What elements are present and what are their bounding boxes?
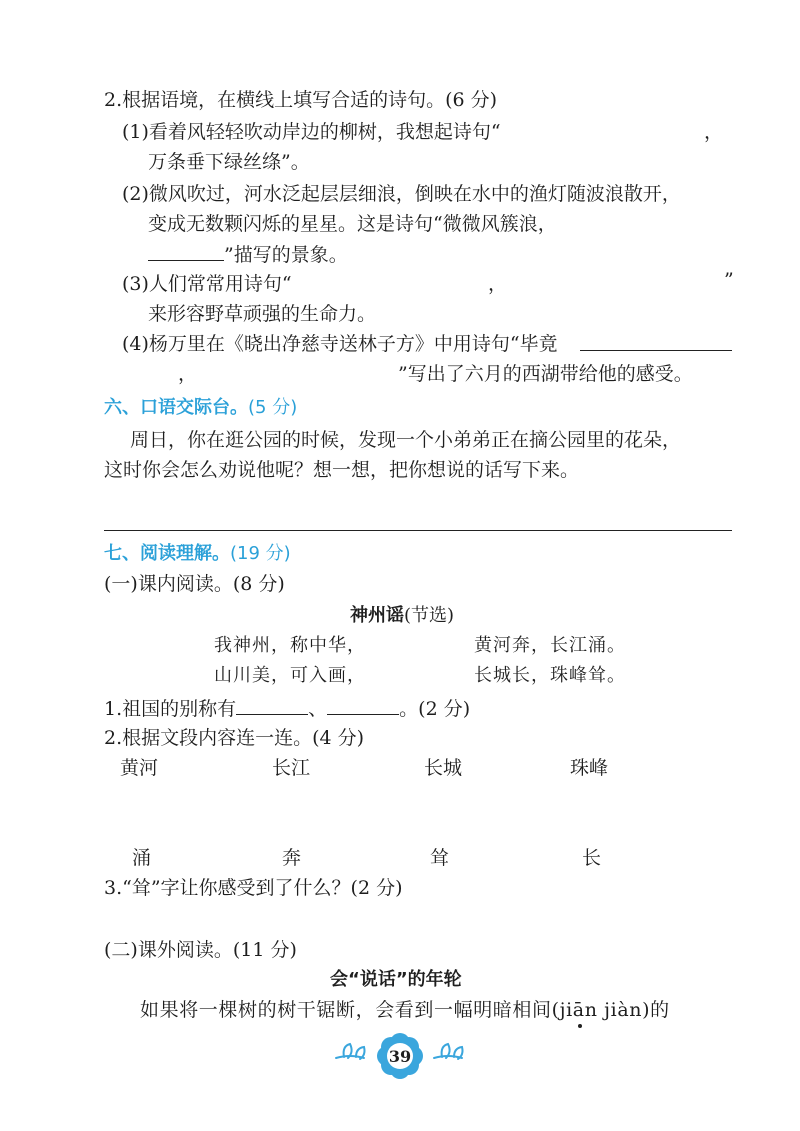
match-bottom-item[interactable]: 耸 xyxy=(430,847,450,869)
q2-item4-line1: (4)杨万里在《晓出净慈寺送林子方》中用诗句“毕竟 xyxy=(122,333,558,355)
section6-heading: 六、口语交际台。(5 分) xyxy=(104,397,298,418)
page-number-badge xyxy=(330,1028,470,1084)
answer-blank[interactable] xyxy=(236,696,308,715)
answer-line[interactable] xyxy=(104,530,732,531)
section6-prompt-line1: 周日，你在逛公园的时候，发现一个小弟弟正在摘公园里的花朵， xyxy=(130,429,682,451)
match-top-item[interactable]: 长江 xyxy=(272,757,311,779)
q2-item3-close: ” xyxy=(724,269,734,291)
answer-blank[interactable] xyxy=(327,696,399,715)
match-top-item[interactable]: 黄河 xyxy=(120,757,159,779)
poem-line: 山川美，可入画， xyxy=(214,665,366,686)
section7-part1: (一)课内阅读。(8 分) xyxy=(104,573,285,595)
poem-line: 长城长，珠峰耸。 xyxy=(474,665,626,686)
q2-item1: (1)看着风轻轻吹动岸边的柳树，我想起诗句“ xyxy=(122,121,501,143)
q2-item1-comma: ， xyxy=(704,121,724,143)
leaf-right-icon xyxy=(434,1044,463,1059)
match-bottom-item[interactable]: 长 xyxy=(582,847,602,869)
q2-item2-line3: ”描写的景象。 xyxy=(148,242,348,267)
q2-item1-cont: 万条垂下绿丝绦”。 xyxy=(148,151,310,173)
q2-title: 2.根据语境，在横线上填写合适的诗句。(6 分) xyxy=(104,89,498,111)
leaf-left-icon xyxy=(336,1044,365,1059)
match-bottom-item[interactable]: 奔 xyxy=(282,847,302,869)
section7-q2: 2.根据文段内容连一连。(4 分) xyxy=(104,727,365,749)
section6-prompt-line2: 这时你会怎么劝说他呢？想一想，把你想说的话写下来。 xyxy=(104,459,580,481)
q2-points: (6 分) xyxy=(445,89,498,111)
q2-item4-comma: ， xyxy=(178,363,198,385)
section7-q1: 1.祖国的别称有 、 。(2 分) xyxy=(104,698,471,720)
page-number: 39 xyxy=(388,1047,412,1066)
emphasis-dot xyxy=(578,1024,582,1028)
answer-blank[interactable] xyxy=(148,242,224,261)
poem-line: 我神州，称中华， xyxy=(214,635,366,656)
q2-item3-cont: 来形容野草顽强的生命力。 xyxy=(148,303,377,325)
section7-heading: 七、阅读理解。(19 分) xyxy=(104,543,291,564)
poem-title: 神州谣(节选) xyxy=(350,605,455,626)
match-top-item[interactable]: 长城 xyxy=(424,757,463,779)
q2-item3: (3)人们常常用诗句“ xyxy=(122,273,292,295)
section7-part2: (二)课外阅读。(11 分) xyxy=(104,939,297,961)
match-bottom-item[interactable]: 涌 xyxy=(132,847,152,869)
q2-item2-line1: (2)微风吹过，河水泛起层层细浪，倒映在水中的渔灯随波浪散开， xyxy=(122,183,681,205)
q2-item4-suffix: ”写出了六月的西湖带给他的感受。 xyxy=(398,363,693,385)
answer-line[interactable] xyxy=(580,350,732,351)
section7-q3: 3.“耸”字让你感受到了什么？(2 分) xyxy=(104,877,403,899)
match-top-item[interactable]: 珠峰 xyxy=(570,757,609,779)
article-line: 如果将一棵树的树干锯断，会看到一幅明暗相间(jiān jiàn)的 xyxy=(140,999,670,1021)
q2-item2-line2: 变成无数颗闪烁的星星。这是诗句“微微风簇浪， xyxy=(148,213,557,235)
article-title: 会“说话”的年轮 xyxy=(330,969,462,990)
poem-line: 黄河奔，长江涌。 xyxy=(474,635,626,656)
q2-item3-comma: ， xyxy=(488,273,508,295)
